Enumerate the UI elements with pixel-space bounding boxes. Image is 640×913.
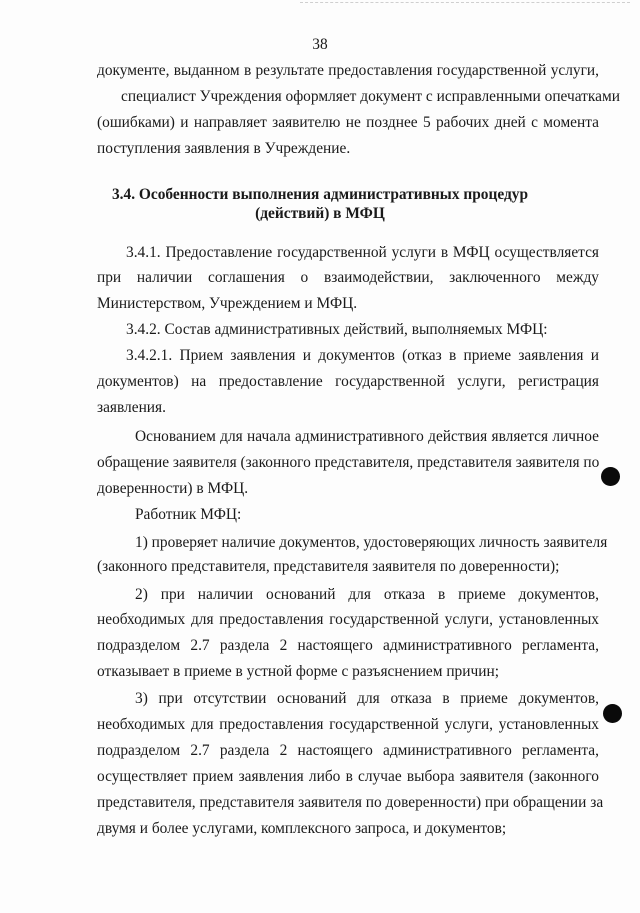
text-line: подразделом 2.7 раздела 2 настоящего административного регламента,: [97, 637, 599, 654]
text-line: специалист Учреждения оформляет документ с исправленными опечатками: [121, 88, 620, 105]
text-line: представителя, представителя заявителя по доверенности) при обращении за: [97, 794, 604, 811]
text-line: 3) при отсутствии оснований для отказа в приеме документов,: [135, 690, 599, 707]
text-line: 3.4.2. Состав административных действий, выполняемых МФЦ:: [126, 321, 548, 338]
text-line: необходимых для предоставления государственной услуги, установленных: [97, 611, 599, 628]
text-line: осуществляет прием заявления либо в случае выбора заявителя (законного: [97, 768, 599, 785]
text-line: Работник МФЦ:: [135, 506, 242, 523]
text-line: (законного представителя, представителя заявителя по доверенности);: [97, 558, 560, 575]
text-line: Министерством, Учреждением и МФЦ.: [97, 295, 358, 312]
text-line: 2) при наличии оснований для отказа в приеме документов,: [135, 586, 599, 603]
binder-hole-mark: [601, 467, 620, 486]
text-line: обращение заявителя (законного представителя, представителя заявителя по: [97, 454, 600, 471]
text-line: двумя и более услугами, комплексного запроса, и документов;: [97, 820, 507, 837]
text-line: подразделом 2.7 раздела 2 настоящего административного регламента,: [97, 742, 599, 759]
text-line: 3.4.1. Предоставление государственной услуги в МФЦ осуществляется: [126, 244, 599, 261]
text-line: 3.4.2.1. Прием заявления и документов (отказ в приеме заявления и: [126, 347, 599, 364]
text-line: заявления.: [97, 399, 166, 416]
text-line: (ошибками) и направляет заявителю не позднее 5 рабочих дней с момента: [97, 114, 599, 131]
text-line: документе, выданном в результате предоставления государственной услуги,: [97, 62, 599, 79]
text-line: 1) проверяет наличие документов, удостоверяющих личность заявителя: [135, 534, 608, 551]
page-number: 38: [312, 36, 328, 53]
text-line: необходимых для предоставления государственной услуги, установленных: [97, 716, 599, 733]
section-heading: 3.4. Особенности выполнения административных процедур: [111, 186, 529, 203]
text-line: Основанием для начала административного действия является личное: [135, 428, 599, 445]
text-line: отказывает в приеме в устной форме с разъяснением причин;: [97, 663, 499, 680]
text-line: документов) на предоставление государственной услуги, регистрация: [97, 373, 599, 390]
text-line: при наличии соглашения о взаимодействии, заключенного между: [97, 269, 599, 286]
scan-edge-line: [300, 2, 630, 3]
section-heading: (действий) в МФЦ: [255, 205, 385, 222]
binder-hole-mark: [603, 704, 622, 723]
text-line: поступления заявления в Учреждение.: [97, 140, 351, 157]
text-line: доверенности) в МФЦ.: [97, 480, 249, 497]
